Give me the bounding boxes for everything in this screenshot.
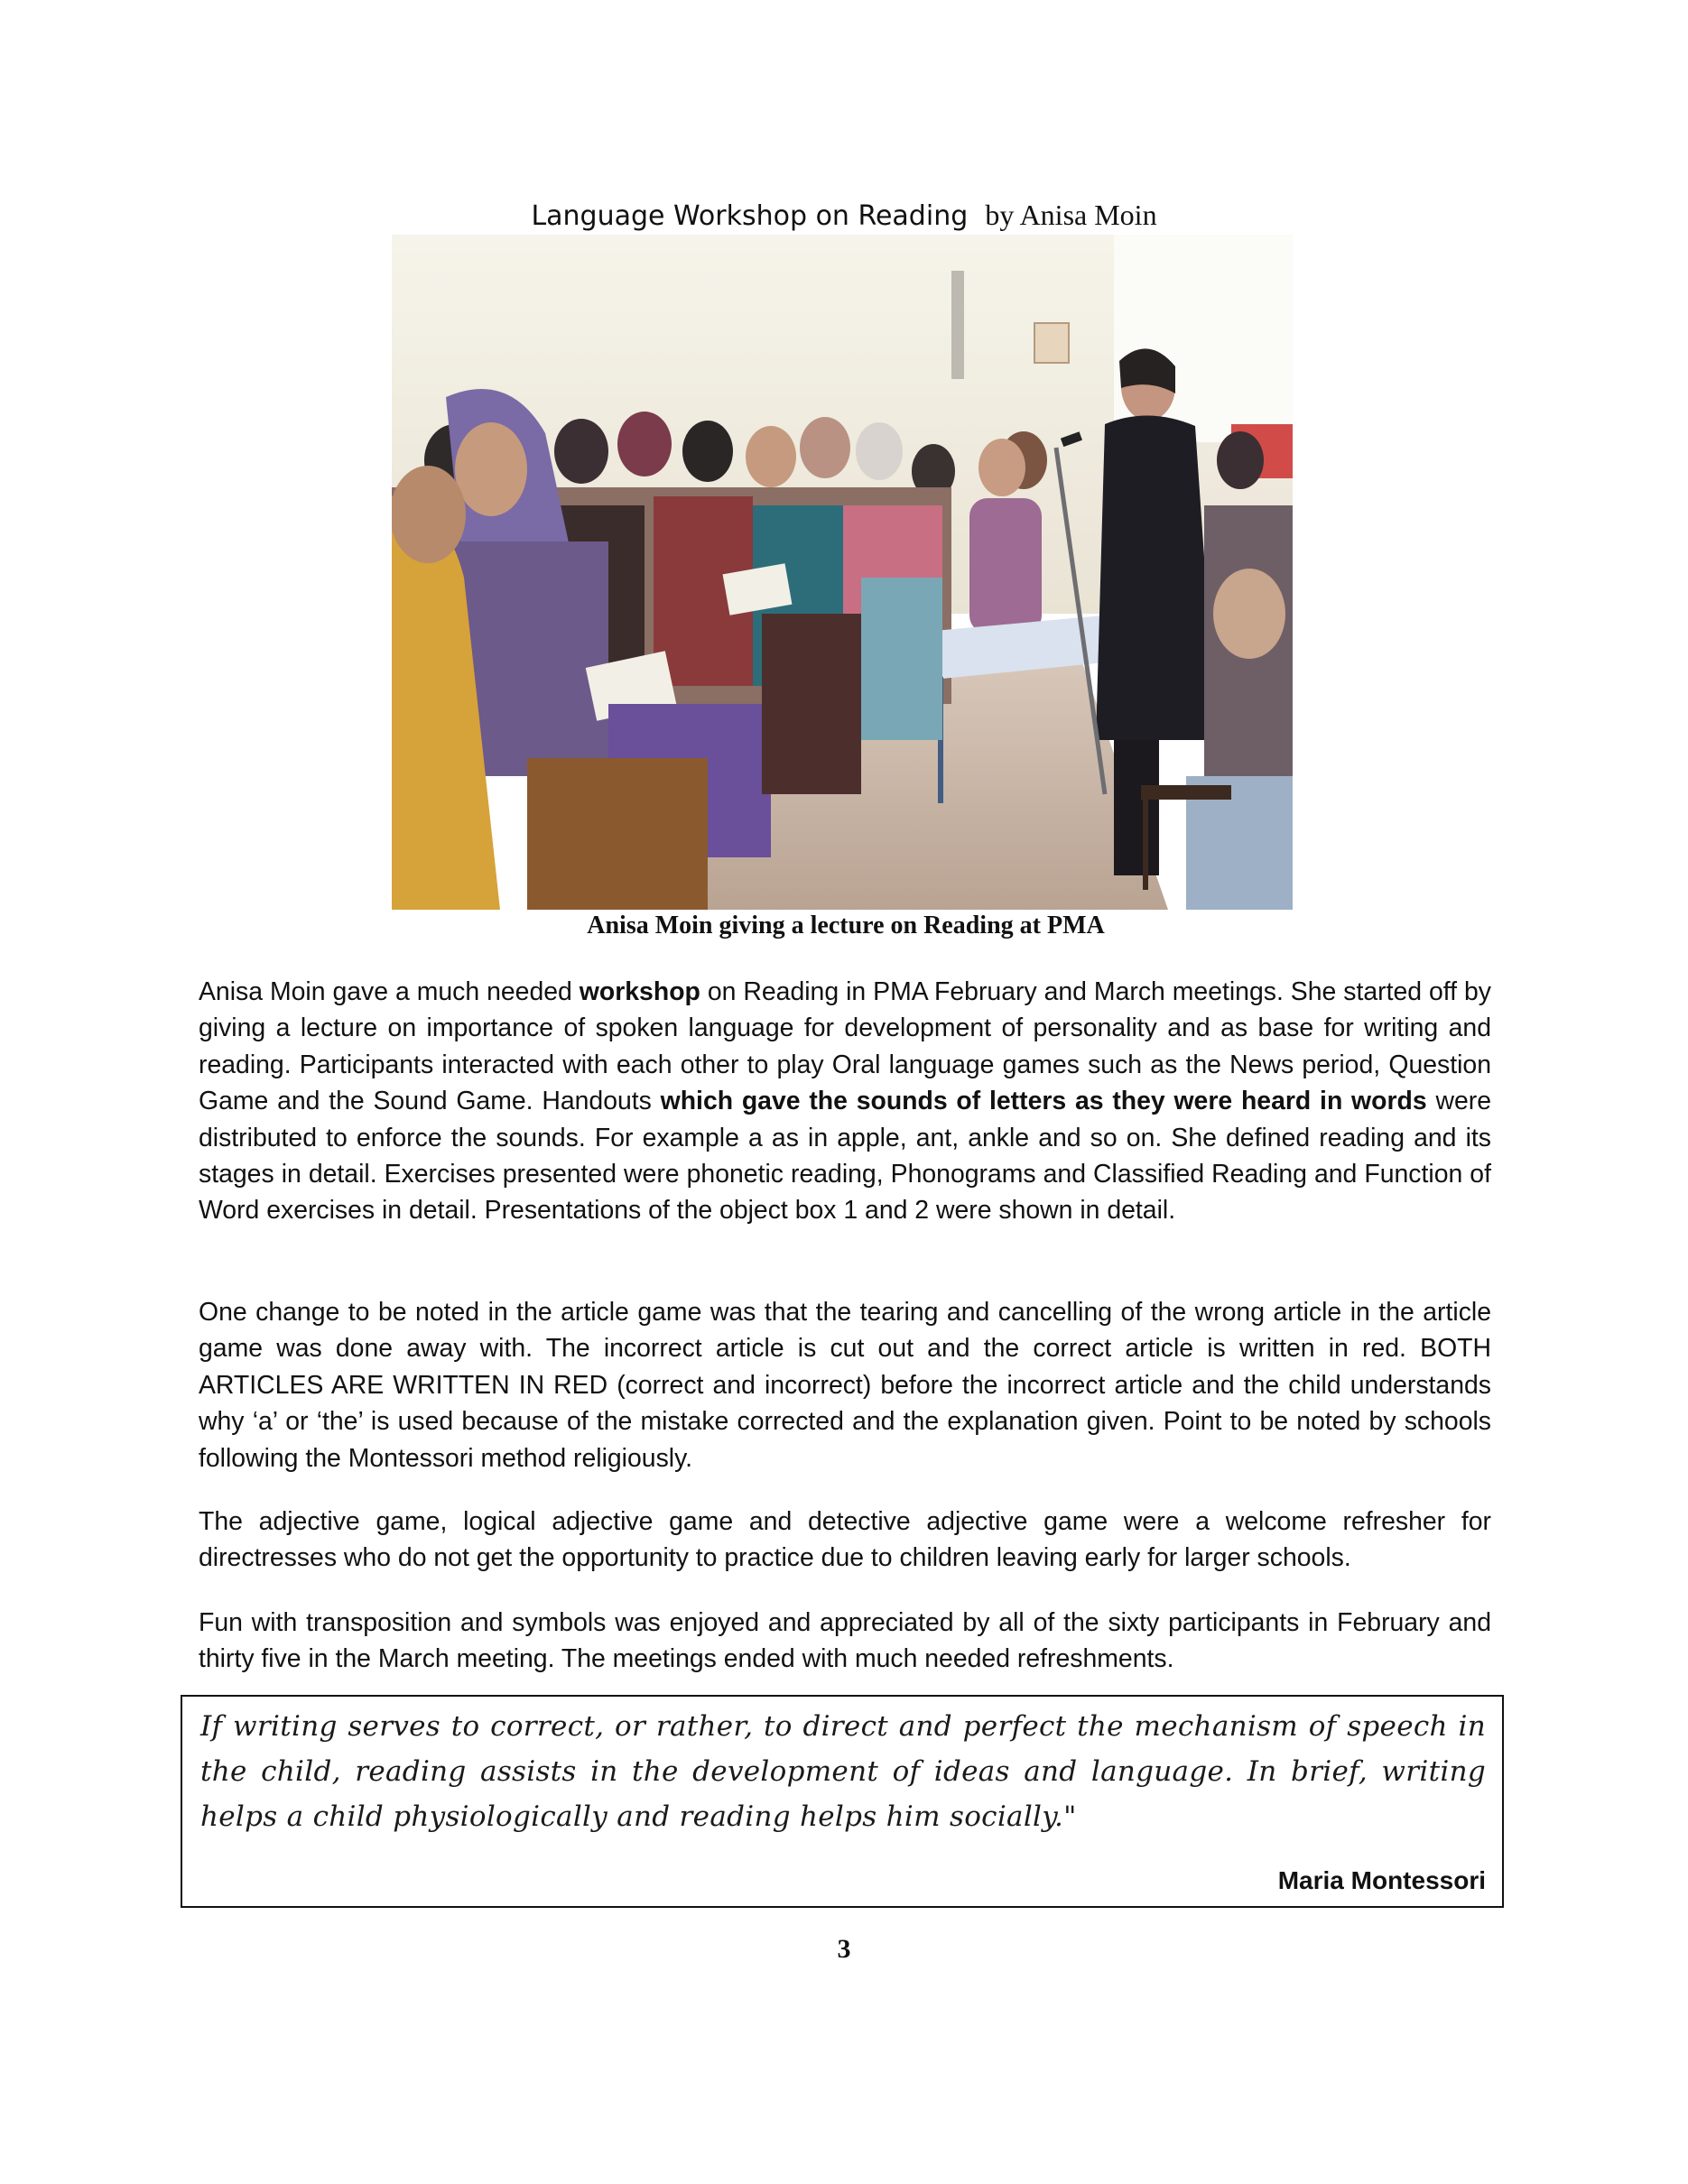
quote-text: If writing serves to correct, or rather, to direct and perfect the mechanism of speech in the child, reading assists in the development of ideas and language. In brief, writing helps a child physiologically and reading helps him socially."	[200, 1710, 1486, 1833]
p1-run-bold: which gave the sounds of letters as they were heard in words	[660, 1087, 1427, 1116]
title-author: by Anisa Moin	[985, 199, 1157, 231]
p1-run: on Reading in PMA February and March meetings. She started off by giving a lecture on importance of spoken language for development of personality and as base for writing and reading. Participants interacted with each other to play Oral language games such as the News period, Question Game and the Sound Game. Handouts	[199, 977, 1491, 1116]
page-number: 3	[837, 1934, 851, 1964]
page-title	[0, 197, 1688, 235]
paragraph-transposition: Fun with transposition and symbols was enjoyed and appreciated by all of the sixty participants in February and thirty five in the March meeting. The meetings ended with much needed refreshments.	[199, 1608, 1491, 1674]
p1-run: Anisa Moin gave a much needed	[199, 977, 580, 1006]
paragraph-workshop-summary	[199, 974, 1491, 1229]
paragraph-adjective-game: The adjective game, logical adjective game and detective adjective game were a welcome refresher for directresses who do not get the opportunity to practice due to children leaving early for larger schools.	[199, 1507, 1491, 1573]
workshop-photo	[392, 235, 1293, 910]
quote-box	[181, 1695, 1504, 1908]
quote-author: Maria Montessori	[1277, 1866, 1486, 1894]
p1-run-bold: workshop	[579, 977, 700, 1006]
title-main: Language Workshop on Reading	[531, 200, 969, 232]
p1-run: were distributed to enforce the sounds. For example a as in apple, ant, ankle and so on. She defined reading and its stages in detail. Exercises presented were phonetic reading, Phonograms and Classified Reading and Function of Word exercises in detail. Presentations of the object box 1 and 2 were shown in detail.	[199, 1087, 1491, 1226]
photo-caption: Anisa Moin giving a lecture on Reading at PMA	[587, 912, 1105, 939]
paragraph-article-game: One change to be noted in the article game was that the tearing and cancelling of the wrong article in the article game was done away with. The incorrect article is cut out and the correct article is written in red. BOTH ARTICLES ARE WRITTEN IN RED (correct and incorrect) before the incorrect article and the child understands why ‘a’ or ‘the’ is used because of the mistake corrected and the explanation given. Point to be noted by schools following the Montessori method religiously.	[199, 1298, 1491, 1473]
